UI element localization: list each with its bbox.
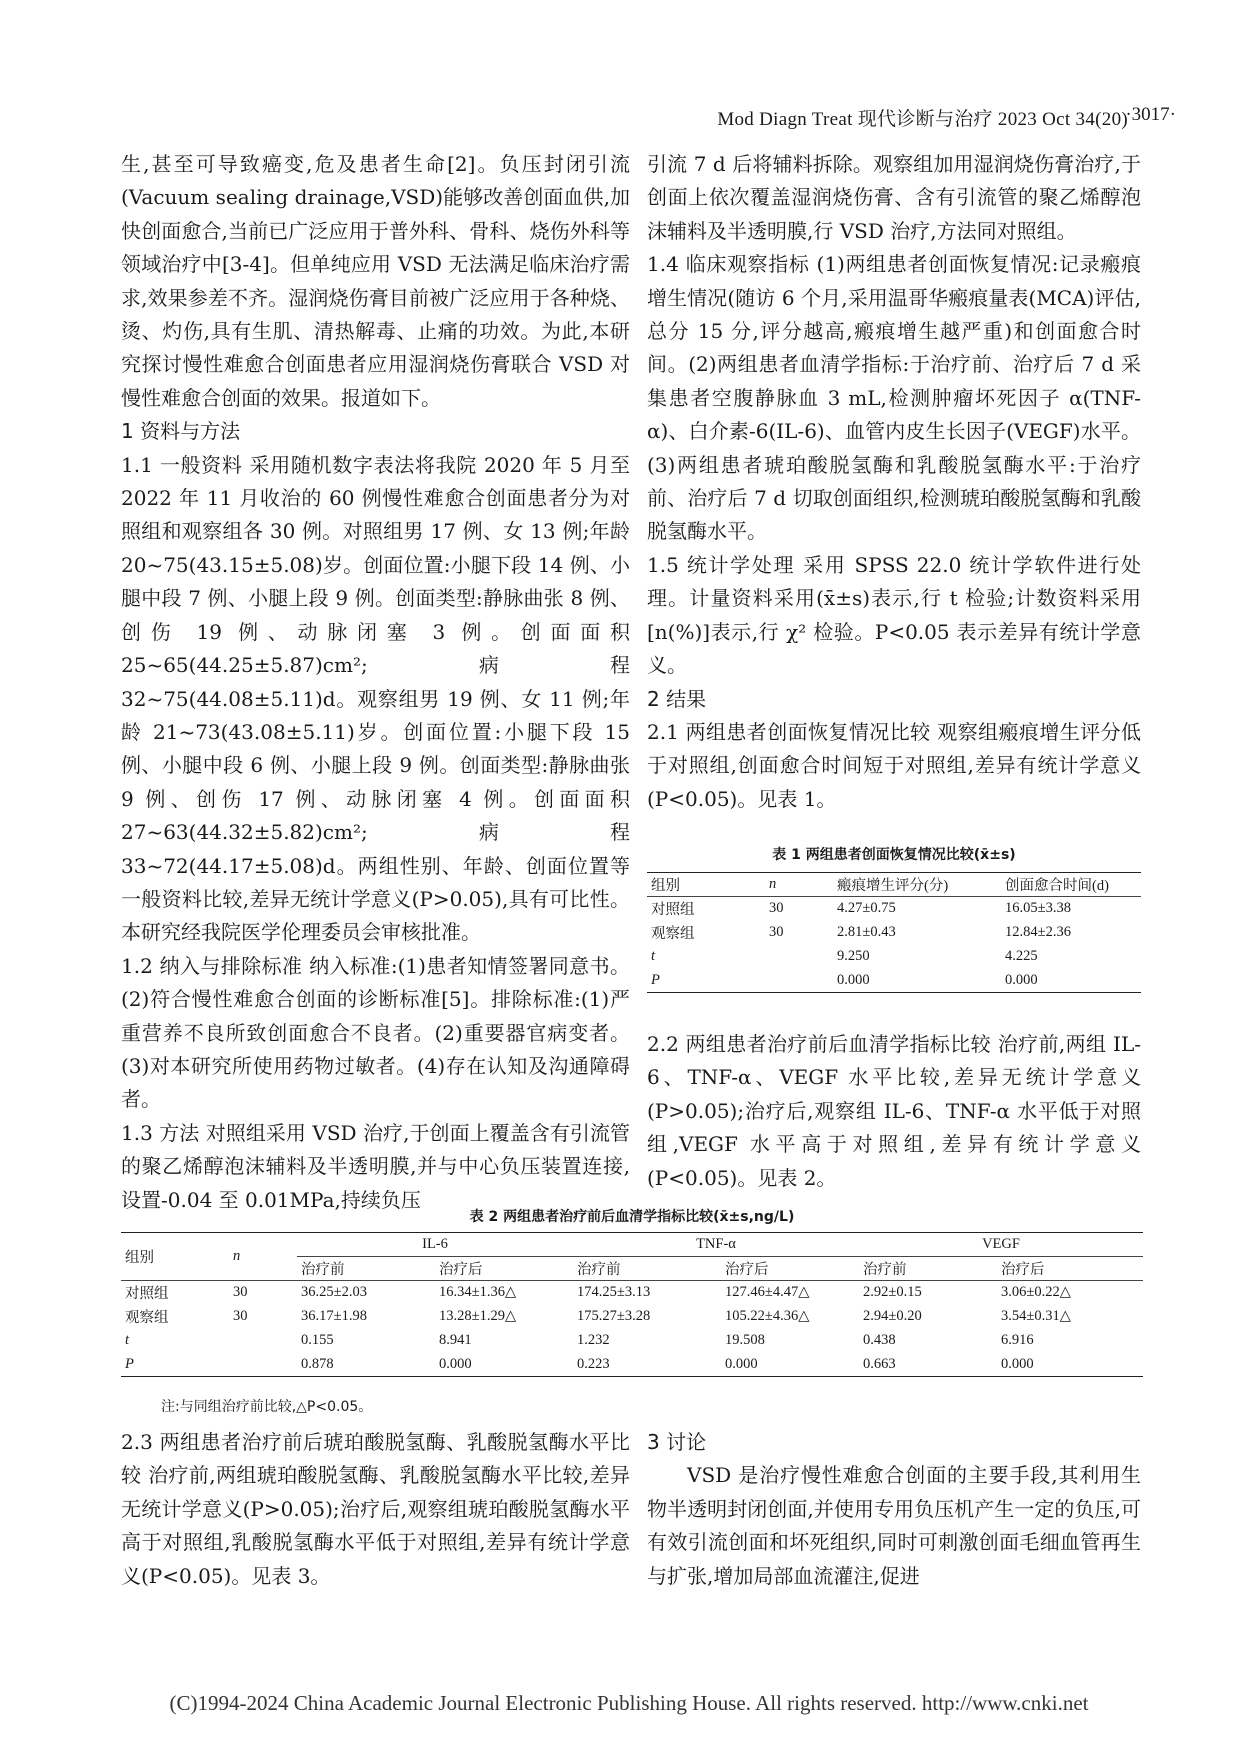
table-cell: t	[125, 1332, 130, 1348]
table1-header-cell: n	[769, 876, 777, 892]
table-row	[121, 1353, 1143, 1377]
table-cell: 16.34±1.36△	[439, 1284, 517, 1301]
bottom-right-column	[647, 1426, 1141, 1593]
table-row	[647, 921, 1141, 945]
journal-header: Mod Diagn Treat 现代诊断与治疗 2023 Oct 34(20)	[717, 109, 1128, 130]
table-cell: 3.54±0.31△	[1001, 1308, 1071, 1324]
table-row	[121, 1305, 1143, 1329]
table-cell: 0.000	[725, 1355, 758, 1372]
table-row	[647, 945, 1141, 969]
table2-caption: 表 2 两组患者治疗前后血清学指标比较(x̄±s,ng/L)	[469, 1209, 795, 1225]
table-cell: 105.22±4.36△	[725, 1308, 810, 1324]
table-cell: 0.000	[1001, 1355, 1034, 1372]
right-column	[647, 148, 1141, 811]
table-cell: 127.46±4.47△	[725, 1284, 810, 1301]
bottom-left-column	[121, 1426, 630, 1593]
table1-header-cell: 组别	[651, 878, 680, 894]
paragraph-general-data: 1.1 一般资料 采用随机数字表法将我院 2020 年 5 月至 2022 年 11 月收治的 60 例慢性难愈合创面患者分为对照组和观察组各 30 例。对照组男 17 例、女 13 例;年龄 20~75(43.15±5.08)岁。创面位置:小腿下段 14 例、小腿中段 7 例、小腿上段 9 例。创面类型:静脉曲张 8 例、创伤 19 例、动脉闭塞 3 例。创面面积 25~65(44.25±5.87)cm²;病程 32~75(44.08±5.11)d。观察组男 19 例、女 11 例;年龄 21~73(43.08±5.11)岁。创面位置:小腿下段 15 例、小腿中段 6 例、小腿上段 9 例。创面类型:静脉曲张 9 例、创伤 17 例、动脉闭塞 4 例。创面面积 27~63(44.32±5.82)cm²;病程 33~72(44.17±5.08)d。两组性别、年龄、创面位置等一般资料比较,差异无统计学意义(P>0.05),具有可比性。本研究经我院医学伦理委员会审核批准。	[121, 452, 630, 945]
table-cell: 0.155	[301, 1332, 334, 1348]
table2-header-cell: TNF-α	[573, 1233, 859, 1257]
table2	[121, 1232, 1143, 1377]
table1	[647, 872, 1141, 993]
table-cell: 对照组	[651, 902, 695, 919]
table-cell: 6.916	[1001, 1332, 1034, 1348]
table-cell	[229, 1353, 297, 1377]
table-row	[121, 1281, 1143, 1305]
section-heading-2: 2 结果	[647, 686, 707, 711]
table2-sub-header-cell: 治疗前	[301, 1262, 345, 1278]
table-cell: 9.250	[837, 948, 870, 964]
table-cell: 0.878	[301, 1355, 334, 1372]
section-heading-1: 1 资料与方法	[121, 419, 241, 444]
table-cell	[765, 969, 833, 993]
left-column	[121, 148, 630, 1212]
table1-caption-visible: 表 1 两组患者创面恢复情况比较(x̄±s)	[772, 847, 1016, 863]
table-cell: t	[651, 948, 656, 964]
table2-header-cell: 组别	[121, 1233, 229, 1281]
table-cell: 0.000	[439, 1355, 472, 1372]
table1-header-cell: 创面愈合时间(d)	[1005, 878, 1109, 894]
table-cell: 8.941	[439, 1332, 472, 1348]
running-header	[0, 96, 1258, 130]
table-cell: 13.28±1.29△	[439, 1308, 517, 1324]
table2-sub-header-cell: 治疗后	[725, 1262, 769, 1278]
page-number: ·3017·	[1125, 104, 1176, 125]
table-cell: 1.232	[577, 1332, 610, 1348]
paragraph-intro: 生,甚至可导致癌变,危及患者生命[2]。负压封闭引流(Vacuum sealing drainage,VSD)能够改善创面血供,加快创面愈合,当前已广泛应用于普外科、骨科、烧伤外科等领域治疗中[3-4]。但单纯应用 VSD 无法满足临床治疗需求,效果参差不齐。湿润烧伤膏目前被广泛应用于各种烧、烫、灼伤,具有生肌、清热解毒、止痛的功效。为此,本研究探讨慢性难愈合创面患者应用湿润烧伤膏联合 VSD 对慢性难愈合创面的效果。报道如下。	[121, 152, 630, 410]
table2-sub-header-cell: 治疗前	[863, 1262, 907, 1278]
table-cell: P	[125, 1355, 134, 1372]
paragraph-methods-cont: 引流 7 d 后将辅料拆除。观察组加用湿润烧伤膏治疗,于创面上依次覆盖湿润烧伤膏、含有引流管的聚乙烯醇泡沫辅料及半透明膜,行 VSD 治疗,方法同对照组。	[647, 152, 1141, 243]
paragraph-result-2-1: 2.1 两组患者创面恢复情况比较 观察组瘢痕增生评分低于对照组,创面愈合时间短于对照组,差异有统计学意义(P<0.05)。见表 1。	[647, 719, 1141, 811]
table2-header-cell: VEGF	[859, 1233, 1143, 1257]
section-heading-3: 3 讨论	[647, 1430, 707, 1454]
table-cell: 观察组	[125, 1310, 169, 1326]
table-cell: 0.223	[577, 1355, 610, 1372]
table-cell	[765, 945, 833, 969]
table-cell: 2.92±0.15	[863, 1284, 922, 1301]
table-cell: 30	[233, 1284, 248, 1301]
table2-sub-header-cell: 治疗后	[1001, 1262, 1045, 1278]
table-cell: 36.25±2.03	[301, 1284, 367, 1301]
table-cell: 175.27±3.28	[577, 1308, 651, 1324]
paragraph-observation-indicators: 1.4 临床观察指标 (1)两组患者创面恢复情况:记录瘢痕增生情况(随访 6 个月,采用温哥华瘢痕量表(MCA)评估,总分 15 分,评分越高,瘢痕增生越严重)和创面愈合时间。(2)两组患者血清学指标:于治疗前、治疗后 7 d 采集患者空腹静脉血 3 mL,检测肿瘤坏死因子 α(TNF-α)、白介素-6(IL-6)、血管内皮生长因子(VEGF)水平。(3)两组患者琥珀酸脱氢酶和乳酸脱氢酶水平:于治疗前、治疗后 7 d 切取创面组织,检测琥珀酸脱氢酶和乳酸脱氢酶水平。	[647, 252, 1141, 544]
table2-header-cell: n	[229, 1233, 297, 1281]
paragraph-discussion: VSD 是治疗慢性难愈合创面的主要手段,其利用生物半透明封闭创面,并使用专用负压机产生一定的负压,可有效引流创面和坏死组织,同时可刺激创面毛细血管再生与扩张,增加局部血流灌注,促进	[647, 1463, 1141, 1588]
table1-header-cell: 瘢痕增生评分(分)	[837, 878, 949, 894]
right-column-2-2	[647, 1028, 1141, 1195]
table-cell: 30	[769, 900, 784, 917]
table-cell: 3.06±0.22△	[1001, 1284, 1071, 1301]
table-cell: 观察组	[651, 926, 695, 942]
table1-header-row	[647, 873, 1141, 897]
table-cell: 0.000	[1005, 971, 1038, 988]
table2-note: 注:与同组治疗前比较,△P<0.05。	[161, 1399, 373, 1415]
table-cell: P	[651, 971, 660, 988]
paragraph-criteria: 1.2 纳入与排除标准 纳入标准:(1)患者知情签署同意书。(2)符合慢性难愈合创面的诊断标准[5]。排除标准:(1)严重营养不良所致创面愈合不良者。(2)重要器官病变者。(3)对本研究所使用药物过敏者。(4)存在认知及沟通障碍者。	[121, 953, 630, 1112]
paragraph-statistics: 1.5 统计学处理 采用 SPSS 22.0 统计学软件进行处理。计量资料采用(x̄±s)表示,行 t 检验;计数资料采用[n(%)]表示,行 χ² 检验。P<0.05 表示差异有统计学意义。	[647, 552, 1141, 678]
table-cell: 0.438	[863, 1332, 896, 1348]
table-row	[647, 897, 1141, 921]
table-cell: 36.17±1.98	[301, 1308, 367, 1324]
table-cell: 0.663	[863, 1355, 896, 1372]
table2-header-cell: IL-6	[297, 1233, 573, 1257]
table2-sub-header-cell: 治疗后	[439, 1262, 483, 1278]
table-cell: 19.508	[725, 1332, 765, 1348]
table-row	[121, 1329, 1143, 1353]
table-cell: 16.05±3.38	[1005, 900, 1071, 917]
table-cell: 4.27±0.75	[837, 900, 896, 917]
table-cell: 2.81±0.43	[837, 924, 896, 940]
table-cell: 2.94±0.20	[863, 1308, 922, 1324]
paragraph-result-2-2: 2.2 两组患者治疗前后血清学指标比较 治疗前,两组 IL-6、TNF-α、VEGF 水平比较,差异无统计学意义(P>0.05);治疗后,观察组 IL-6、TNF-α 水平低于对照组,VEGF 水平高于对照组,差异有统计学意义(P<0.05)。见表 2。	[647, 1032, 1141, 1190]
table-cell: 174.25±3.13	[577, 1284, 651, 1301]
table-cell: 对照组	[125, 1286, 169, 1303]
table2-group-header-row	[121, 1233, 1143, 1257]
paragraph-methods: 1.3 方法 对照组采用 VSD 治疗,于创面上覆盖含有引流管的聚乙烯醇泡沫辅料及半透明膜,并与中心负压装置连接,设置-0.04 至 0.01MPa,持续负压	[121, 1120, 630, 1212]
table-cell: 30	[233, 1308, 248, 1324]
table-cell: 12.84±2.36	[1005, 924, 1071, 940]
table-cell: 30	[769, 924, 784, 940]
table-cell: 4.225	[1005, 948, 1038, 964]
table-cell	[229, 1329, 297, 1353]
table-row	[647, 969, 1141, 993]
copyright-footer: (C)1994-2024 China Academic Journal Electronic Publishing House. All rights reserved. http://www.cnki.net	[169, 1691, 1089, 1715]
table-cell: 0.000	[837, 971, 870, 988]
paragraph-result-2-3: 2.3 两组患者治疗前后琥珀酸脱氢酶、乳酸脱氢酶水平比较 治疗前,两组琥珀酸脱氢酶、乳酸脱氢酶水平比较,差异无统计学意义(P>0.05);治疗后,观察组琥珀酸脱氢酶水平高于对照组,乳酸脱氢酶水平低于对照组,差异有统计学意义(P<0.05)。见表 3。	[121, 1430, 630, 1588]
table2-sub-header-cell: 治疗前	[577, 1262, 621, 1278]
